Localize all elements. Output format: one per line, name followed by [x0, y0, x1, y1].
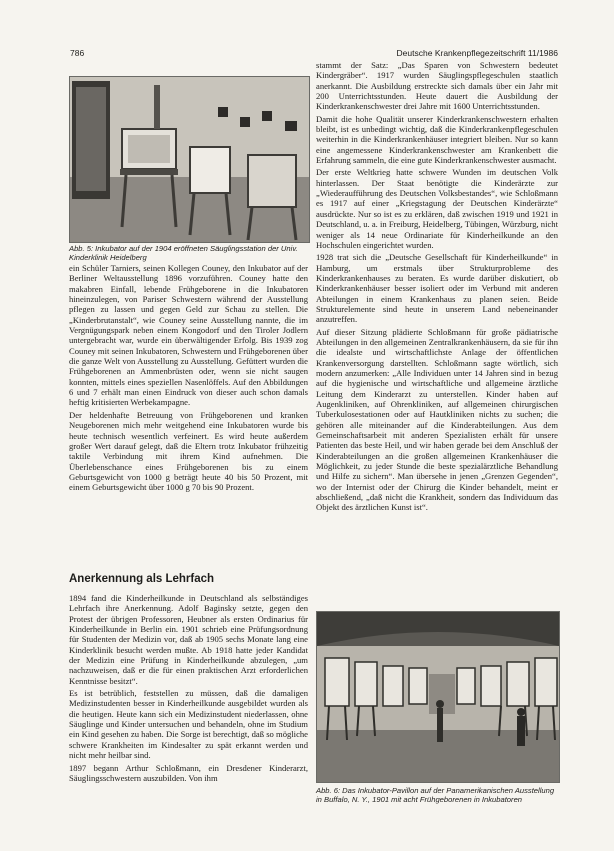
- paragraph: ein Schüler Tarniers, seinen Kollegen Couney, den Inkubator auf der Berliner Weltausstellung 1896 vorzuführen. Couney hatte den makabren Einfall, lebende Frühgeborene in die Inkubatoren hineinzulegen, von Pariser Schwestern während der Ausstellung pflegen zu lassen und gegen Geld zur Schau zu stellen. Die „Kinderbrutanstalt“, wie Couney seine Ausstellung nannte, die im Vergnügungspark neben einem Kongodorf und den Tiroler Jodlern untergebracht war, wurde ein überwältigender Erfolg. Bis 1939 zog Couney mit seinen Inkubatoren, Schwestern und Frühgeborenen über die ganze Welt von Ausstellung zu Ausstellung. Gefüttert wurden die Frühgeborenen an Ammenbrüsten oder, wenn sie nicht saugen konnten, mittels eines speziellen Nasenlöffels. Auf den Abbildungen 6 und 7 erhält man einen Eindruck von dieser auch schon damals heftig kritisierten Werbekampagne.: [69, 263, 308, 408]
- figure-6-caption: Abb. 6: Das Inkubator-Pavillon auf der Panamerikanischen Ausstellung in Buffalo, N. Y., 1901 mit acht Frühgeborenen in Inkubatoren: [316, 786, 555, 805]
- running-title: Deutsche Krankenpflegezeitschrift 11/1986: [396, 48, 558, 58]
- paragraph: Der heldenhafte Betreuung von Frühgeborenen und kranken Neugeborenen mich mehr weitgehend eine Inkubatoren wurde bis heute technisch wesentlich verfeinert. Es wird heute außerdem großer Wert darauf gelegt, daß die Eltern trotz Inkubator frühzeitig taktile Verbindung mit ihrem Kind aufnehmen. Die Überlebenschance eines Frühgeborenen bis zu einem Geburtsgewicht von 1000 g beträgt heute 40 bis 50 Prozent, mit einem Geburtsgewicht über 1000 g 70 bis 90 Prozent.: [69, 409, 308, 493]
- incubator-photo: [69, 76, 310, 243]
- paragraph: 1894 fand die Kinderheilkunde in Deutschland als selbständiges Lehrfach ihre Anerkennung. Adolf Baginsky setzte, gegen den Protest der übrigen Professoren, Heubner als ersten Ordinarius für Kinderheilkunde in Berlin ein. 1901 schrieb eine Prüfungsordnung für Studenten der Medizin vor, daß ab 1905 sechs Monate lang eine Kinderklinik besucht werden mußte. Ab 1918 hatte jeder Kandidat der Medizin eine Prüfung in Kinderheilkunde abzulegen, „um nachzuweisen, daß er die für einen praktischen Arzt erforderlichen Kenntnisse besitzt“.: [69, 593, 308, 686]
- left-column-bottom: [69, 593, 308, 785]
- paragraph: Auf dieser Sitzung plädierte Schloßmann für große pädiatrische Abteilungen in den allgemeinen Zentralkrankenhäusern, da sie für ihn die idealste und wirtschaftlichste Anlage der öffentlichen Krankenversorgung darstellten. Schloßmann sagte wörtlich, sich modern anzumerken: „Alle Individuen unter 14 Jahren sind in bezug auf die hygienische und wirtschaftliche und allgemeine ärztliche Leitung dem Kinderarzt zu unterstellen. Kinder haben auf Augenkliniken, auf Ohrenkliniken, auf allgemeinen chirurgischen Tuberkulosestationen oder auf Hautkliniken nichts zu suchen; die gehören alle miteinander auf die Kinderabteilungen. Aus dem Gemeinschaftsarbeit mit anderen Spezialisten erhält für unsere Patienten das beste Heil, und wir haben gerade bei dem Anschluß der Kinderabteilungen an die großen allgemeinen Krankenhäuser die Möglichkeit, zu jeder Stunde die beste spezialärztliche Behandlung und Hilfe zu sichern“. Man übersehe in jenen „Grenzen Gegenden“, wo der Internist oder der Chirurg die Kinder behandelt, meint er abschließend, „daß nicht die Krankheit, sondern das Individuum das Objekt des ärztlichen Kunst ist“.: [316, 326, 558, 513]
- paragraph: stammt der Satz: „Das Sparen von Schwestern bedeutet Kindergräber“. 1917 wurden Säuglingspflegeschulen staatlich anerkannt. Die Ausbildung erstreckte sich damals über ein Jahr mit 200 Unterrichtsstunden. Heute dauert die Ausbildung der Kinderkrankenschwester drei Jahre mit 1600 Unterrichtsstunden.: [316, 60, 558, 112]
- section-heading: Anerkennung als Lehrfach: [69, 573, 215, 585]
- incubator-photo-illustration: [70, 77, 309, 242]
- paragraph: 1897 begann Arthur Schloßmann, ein Dresdener Kinderarzt, Säuglingsschwestern auszubilden. Von ihm: [69, 762, 308, 783]
- page-number: 786: [70, 48, 85, 58]
- paragraph: Der erste Weltkrieg hatte schwere Wunden im deutschen Volk hinterlassen. Der Staat benötigte die Kinderärzte zur „Wiederaufführung des Deutschen Volksbestandes“, wie Schloßmann es 1917 auf einer „Kriegstagung der Deutschen Kinderärzte“ ausdrückte. Nur so ist es zu erklären, daß zwischen 1919 und 1921 in Deutschland, u. a. in Freiburg, Heidelberg, Tübingen, Würzburg, nicht weniger als 14 neue Ordinariate für Kinderheilkunde an den Hochschulen eingerichtet wurden.: [316, 167, 558, 250]
- figure-5-caption: Abb. 5: Inkubator auf der 1904 eröffneten Säuglingsstation der Univ. Kinderklinik Heidelberg: [69, 244, 298, 263]
- left-column-top: [69, 263, 308, 495]
- exhibition-photo: [316, 611, 560, 783]
- right-column: [316, 48, 558, 515]
- paragraph: Damit die hohe Qualität unserer Kinderkrankenschwestern erhalten bleibt, ist es unbedingt wichtig, daß die Kinderkrankenpflegeschulen weiterhin in die Kinderkrankenhäuser integriert bleiben. Nur so kann eine angemessene Kinderkrankenschwester am Krankenbett die Erfahrung sammeln, die eine gute Kinderkrankenschwester ausmacht.: [316, 113, 558, 166]
- paragraph: 1928 trat sich die „Deutsche Gesellschaft für Kinderheilkunde“ in Hamburg, um erstmals über Strukturprobleme des Kinderkrankenhauses zu beraten. Es wurde darüber diskutiert, ob Kinderkrankenhäuser besser isoliert oder im Verbund mit anderen Abteilungen in einem Krankenhaus zu planen seien. Beide Strukturelemente sind heute in unserem Land nebeneinander anzutreffen.: [316, 252, 558, 325]
- exhibition-photo-illustration: [317, 612, 559, 782]
- paragraph: Es ist betrüblich, feststellen zu müssen, daß die damaligen Medizinstudenten besser in Kinderheilkunde ausgebildet wurden als die heutigen. Heute kann sich ein Medizinstudent niederlassen, ohne Säuglinge und Kinder untersuchen und behandeln, ohne im Studium ein Kind gesehen zu haben. Die Sorge ist berechtigt, daß so mögliche schwere Krankheiten im Kindesalter zu spät erkannt werden und nicht mehr heilbar sind.: [69, 688, 308, 761]
